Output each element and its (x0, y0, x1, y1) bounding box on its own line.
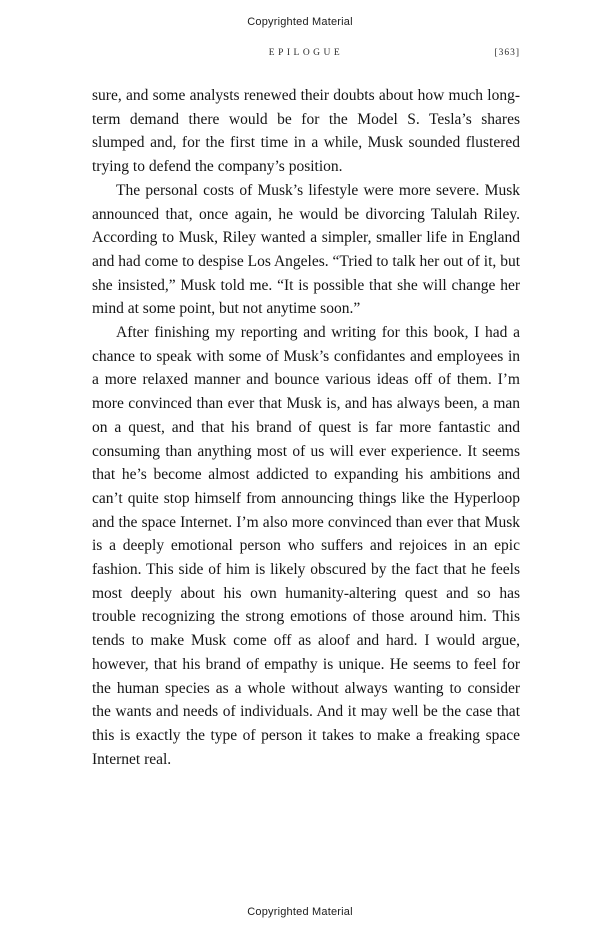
paragraph: sure, and some analysts renewed their doubts about how much long-term demand there would be for the Model S. Tesla’s shares slumped and, for the first time in a while, Musk sounded flustered trying to defend the company’s position. (92, 87, 520, 176)
chapter-title: EPILOGUE (268, 48, 344, 58)
page-number: [363] (494, 48, 520, 58)
paragraph: The personal costs of Musk’s lifestyle were more severe. Musk announced that, once again, he would be divorcing Talulah Riley. According to Musk, Riley wanted a simpler, smaller life in England and had come to despise Los Angeles. “Tried to talk her out of it, but she insisted,” Musk told me. “It is possible that she will change her mind at some point, but not anytime soon.” (92, 181, 520, 318)
running-header (92, 48, 520, 62)
paragraph: After finishing my reporting and writing for this book, I had a chance to speak with some of Musk’s confidantes and employees in a more relaxed manner and bounce various ideas off of them. I’m more convinced than ever that Musk is, and has always been, a man on a quest, and that his brand of quest is far more fantastic and consuming than anything most of us will ever experience. It seems that he’s become almost addicted to expanding his ambitions and can’t quite stop himself from announcing things like the Hyperloop and the space Internet. I’m also more convinced than ever that Musk is a deeply emotional person who suffers and rejoices in an epic fashion. This side of him is likely obscured by the fact that he feels most deeply about his own humanity-altering quest and so has trouble recognizing the strong emotions of those around him. This tends to make Musk come off as aloof and hard. I would argue, however, that his brand of empathy is unique. He seems to feel for the human species as a whole without always wanting to consider the wants and needs of individuals. And it may well be the case that this is exactly the type of person it takes to make a freaking space Internet real. (92, 324, 520, 768)
body-text (92, 84, 520, 771)
copyright-top-label: Copyrighted Material (247, 16, 353, 28)
copyright-bottom-label: Copyrighted Material (247, 906, 353, 918)
